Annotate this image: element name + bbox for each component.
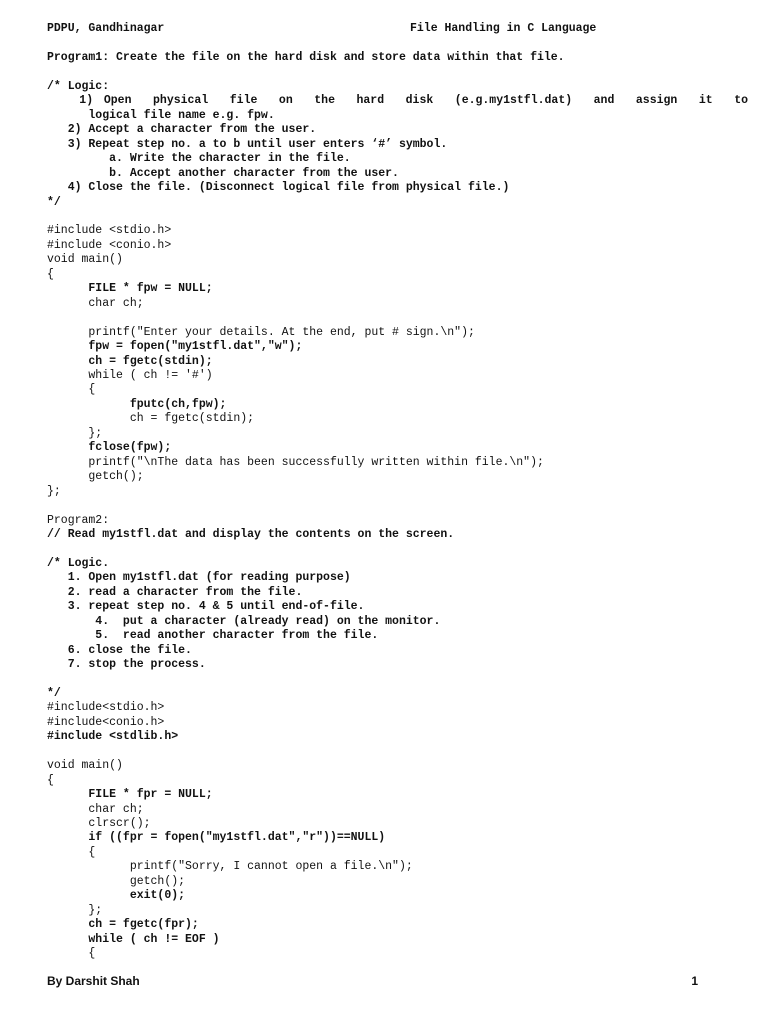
footer-author: By Darshit Shah [47,974,140,988]
text-line: void main() [47,253,123,267]
page-header [47,22,728,38]
blank-line [47,542,748,556]
text-line: 1) Open physical file on the hard disk (e.g.my1stfl.dat) and assign it to [47,94,748,108]
text-line: while ( ch != EOF ) [47,932,220,946]
document-body [47,51,748,962]
text-line: FILE * fpw = NULL; [47,282,213,296]
text-line: printf("Sorry, I cannot open a file.\n"); [47,860,413,874]
page-footer [47,974,698,990]
text-line: clrscr(); [47,817,151,831]
text-line: if ((fpr = fopen("my1stfl.dat","r"))==NULL) [47,831,386,845]
blank-line [47,499,748,513]
text-line: fputc(ch,fpw); [47,397,227,411]
text-line: 7. stop the process. [47,658,206,672]
text-line: printf("Enter your details. At the end, put # sign.\n"); [47,325,475,339]
text-line: char ch; [47,296,144,310]
text-line: #include<stdio.h> [47,701,165,715]
text-line: }; [47,426,103,440]
text-line: { [47,947,96,961]
text-line: 6. close the file. [47,643,192,657]
text-line: { [47,383,96,397]
text-line: 4. put a character (already read) on the monitor. [47,614,441,628]
text-line: ch = fgetc(stdin); [47,412,255,426]
text-line: { [47,845,96,859]
text-line: void main() [47,759,123,773]
text-line: printf("\nThe data has been successfully written within file.\n"); [47,455,544,469]
text-line: 2) Accept a character from the user. [47,123,317,137]
text-line: Program2: [47,513,110,527]
text-line: fpw = fopen("my1stfl.dat","w"); [47,340,303,354]
text-line: 3. repeat step no. 4 & 5 until end-of-file. [47,600,365,614]
text-line: 1. Open my1stfl.dat (for reading purpose) [47,571,351,585]
text-line: 2. read a character from the file. [47,585,303,599]
text-line: */ [47,686,61,700]
text-line: }; [47,903,103,917]
text-line: */ [47,195,61,209]
text-line: { [47,267,54,281]
text-line: char ch; [47,802,144,816]
text-line: fclose(fpw); [47,441,172,455]
text-line: ch = fgetc(stdin); [47,354,213,368]
blank-line [47,210,748,224]
text-line: while ( ch != '#') [47,368,213,382]
text-line: Program1: Create the file on the hard disk and store data within that file. [47,51,565,64]
text-line: a. Write the character in the file. [47,152,351,166]
text-line: getch(); [47,874,186,888]
text-line: { [47,773,54,787]
text-line: exit(0); [47,889,186,903]
text-line: 4) Close the file. (Disconnect logical file from physical file.) [47,181,510,195]
text-line: 5. read another character from the file. [47,629,379,643]
header-institution: PDPU, Gandhinagar [47,22,165,35]
blank-line [47,672,748,686]
text-line: logical file name e.g. fpw. [47,108,275,122]
blank-line [47,311,748,325]
text-line: 3) Repeat step no. a to b until user enters ‘#’ symbol. [47,137,448,151]
text-line: #include<conio.h> [47,715,165,729]
text-line: ch = fgetc(fpr); [47,918,199,932]
header-subject: File Handling in C Language [410,22,597,35]
text-line: /* Logic. [47,556,110,570]
text-line: #include <stdlib.h> [47,730,179,744]
blank-line [47,745,748,759]
blank-line [47,65,748,79]
text-line: b. Accept another character from the user. [47,166,399,180]
text-line: /* Logic: [47,79,110,93]
text-line: }; [47,484,61,498]
text-line: FILE * fpr = NULL; [47,788,213,802]
text-line: #include <conio.h> [47,238,172,252]
text-line: #include <stdio.h> [47,224,172,238]
text-line: getch(); [47,470,144,484]
text-line: // Read my1stfl.dat and display the contents on the screen. [47,527,455,541]
page-number: 1 [691,974,698,988]
